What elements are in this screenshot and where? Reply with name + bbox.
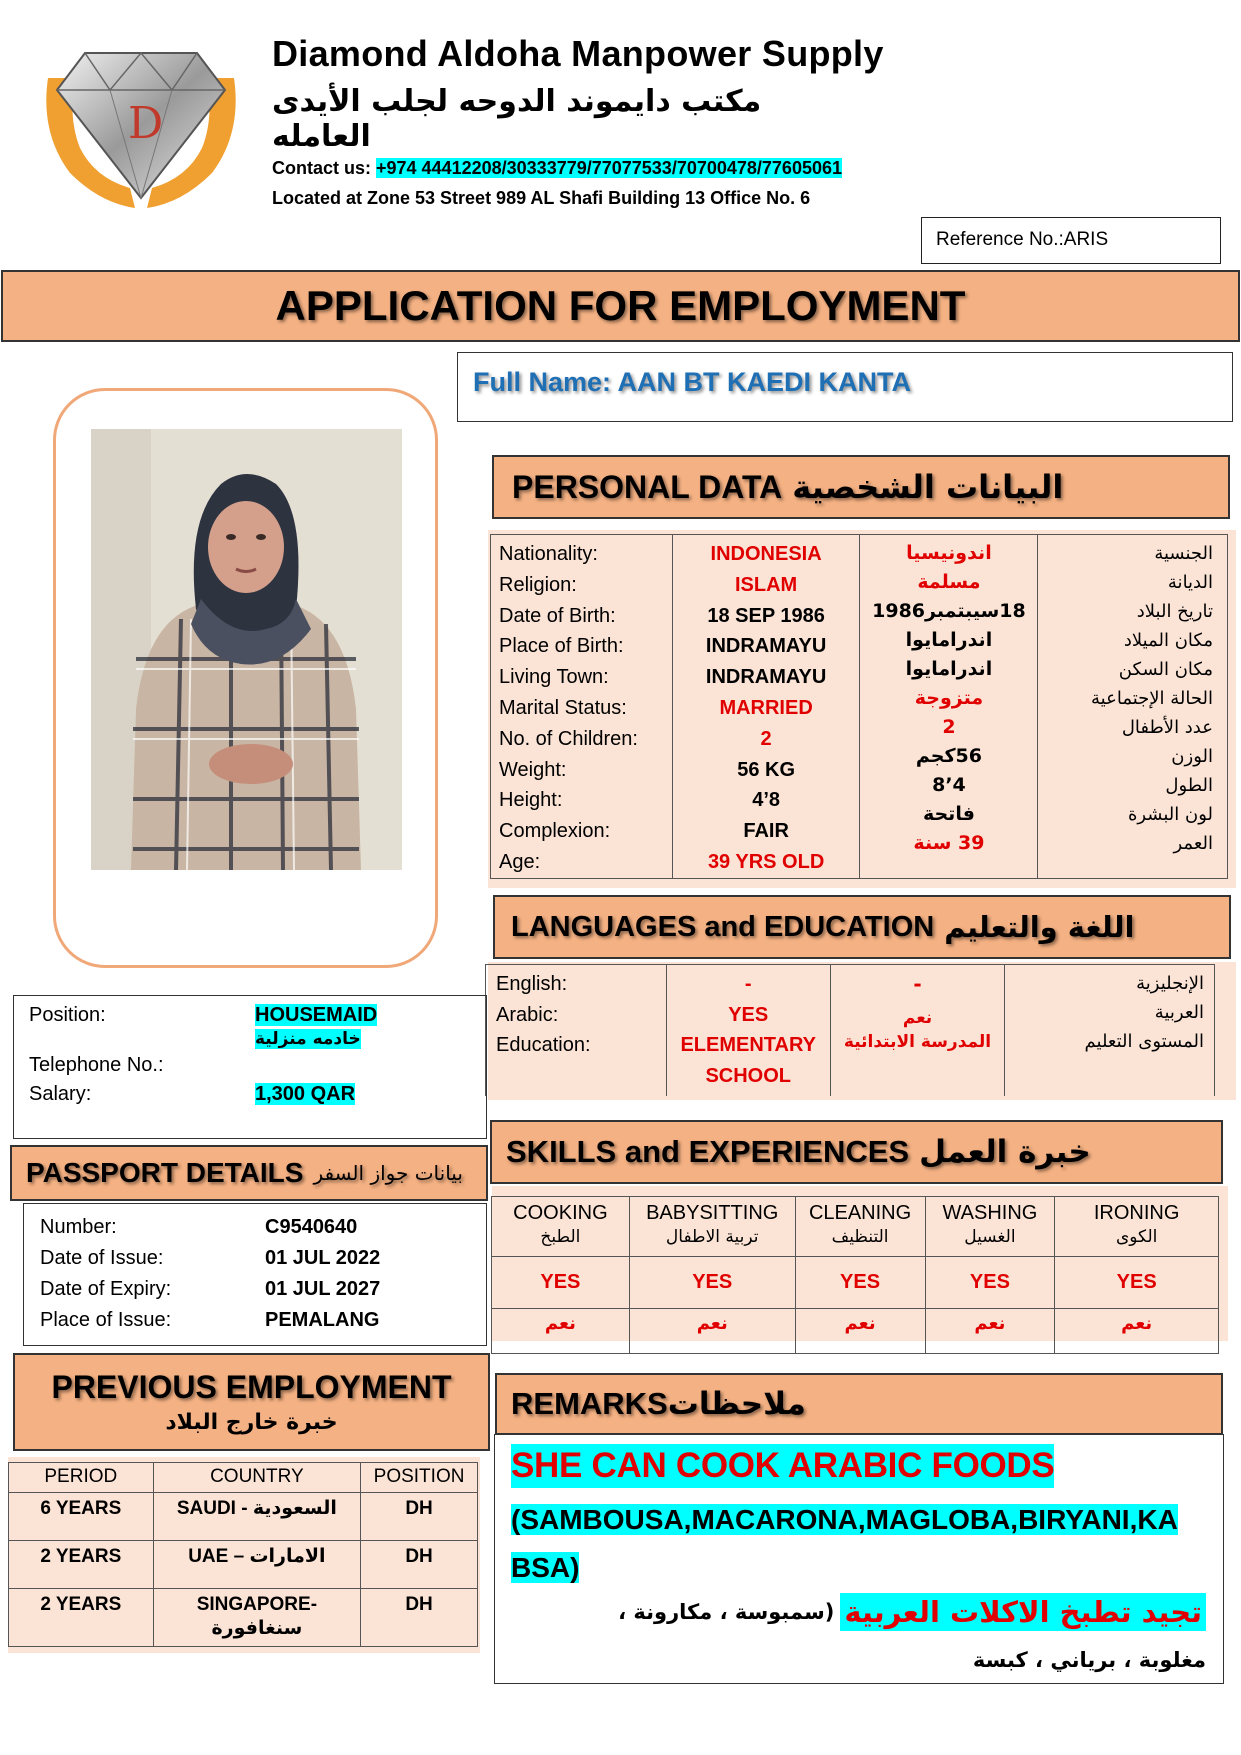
lang-label: Education: [496,1034,591,1056]
skills-heading-ar: خبرة العمل [919,1134,1091,1170]
passport-row [40,1305,470,1336]
pd-value-ar: 4’8 [932,774,966,796]
remarks-arabic-foods: (سمبوسة ، مكارونة ، [618,1600,835,1624]
table-row [9,1493,478,1541]
period-cell: 2 YEARS [9,1589,154,1647]
passport-label: Place of Issue: [40,1309,172,1331]
remarks-line-2 [511,1496,1191,1592]
column-header: POSITION [361,1463,478,1493]
company-logo [30,38,252,213]
position-value-en: HOUSEMAID [255,1004,378,1026]
lang-label: Arabic: [496,1003,559,1026]
skill-name: COOKING [513,1202,608,1224]
salary-label: Salary: [29,1083,92,1105]
pd-values-ar [860,535,1038,879]
remarks-foods-part1: (SAMBOUSA,MACARONA,MAGLOBA,BIRYANI,KA [511,1504,1178,1535]
skill-cleaning [795,1197,925,1257]
skill-babysitting [629,1197,795,1257]
skill-value: YES [492,1257,630,1309]
pd-label-ar: الحالة الإجتماعية [1091,688,1213,709]
column-header: COUNTRY [153,1463,361,1493]
remarks-foods-part2: BSA) [511,1552,580,1583]
skill-value-ar: نعم [795,1309,925,1354]
pd-value-ar: اندرامايوا [905,658,993,680]
skill-value-ar: نعم [1055,1309,1219,1354]
lang-value-ar: نعم [902,1007,933,1028]
telephone-label: Telephone No.: [29,1054,164,1076]
reference-number: Reference No.:ARIS [921,217,1221,264]
pd-label: Religion: [499,573,577,596]
remarks-heading [495,1373,1223,1435]
personal-data-table [490,534,1228,879]
table-row [9,1589,478,1647]
pd-value-ar: اندرامايوا [905,629,993,651]
remarks-arabic-line-1 [618,1593,1206,1631]
pd-values [672,535,860,879]
pd-label-ar: الجنسية [1154,543,1213,564]
position-box [13,995,487,1139]
svg-text:D: D [128,98,164,149]
position-cell: DH [361,1541,478,1589]
skills-yes-ar-row [492,1309,1219,1354]
pd-value-marital-status: MARRIED [719,696,813,719]
skill-value: YES [629,1257,795,1309]
pd-value-ar: 2 [942,716,956,738]
position-row [29,1004,471,1050]
lang-label-ar: العربية [1154,1002,1204,1023]
lang-value-ar: المدرسة الابتدائية [843,1031,992,1052]
previous-employment-heading-ar: خبرة خارج البلاد [165,1410,338,1435]
skill-ironing [1055,1197,1219,1257]
table-row [9,1541,478,1589]
pd-value-ar: متزوجة [914,687,984,709]
period-cell: 6 YEARS [9,1493,154,1541]
pd-label: Age: [499,850,541,873]
skill-name: CLEANING [808,1202,912,1224]
pd-label-ar: تاريخ البلاد [1136,601,1213,622]
skill-value: YES [925,1257,1055,1309]
country-cell: UAE – الامارات [153,1541,361,1589]
remarks-line-1: SHE CAN COOK ARABIC FOODS [511,1444,1054,1488]
passport-number: C9540640 [265,1216,358,1238]
position-value-ar: خادمه منزلية [255,1029,361,1049]
lang-label-ar: الإنجليزية [1136,973,1204,994]
pd-label-ar: العمر [1173,833,1213,854]
office-location: Located at Zone 53 Street 989 AL Shafi Building 13 Office No. 6 [272,188,811,208]
personal-data-heading [492,455,1230,519]
contact-label: Contact us: [272,158,377,178]
table-header-row [9,1463,478,1493]
pd-label: Complexion: [499,820,611,843]
passport-label: Date of Issue: [40,1247,164,1269]
passport-heading-en: PASSPORT DETAILS [26,1157,304,1188]
previous-employment-heading [13,1353,490,1451]
pd-value-ar: 18سيبتمبر1986 [872,600,1026,622]
telephone-row [29,1054,471,1077]
skills-heading-en: SKILLS and EXPERIENCES [506,1134,910,1169]
pd-label-ar: مكان الميلاد [1123,630,1213,651]
pd-labels [491,535,673,879]
passport-place-of-issue: PEMALANG [265,1309,380,1331]
pd-label: Marital Status: [499,696,627,719]
position-cell: DH [361,1589,478,1647]
remarks-arabic-line-2: مغلوبة ، برياني ، كبسة [972,1648,1206,1672]
previous-employment-table [8,1462,478,1647]
skills-heading [490,1120,1223,1184]
skill-name: BABYSITTING [646,1202,779,1224]
pd-label: No. of Children: [499,727,638,750]
passport-expiry-date: 01 JUL 2027 [265,1278,381,1300]
skill-name-ar: التنظيف [831,1227,889,1247]
pd-label: Nationality: [499,543,598,565]
pd-value-living-town: INDRAMAYU [705,666,827,689]
applicant-photo [91,429,402,870]
pd-label: Date of Birth: [499,604,616,627]
lang-label: English: [496,973,568,995]
previous-employment-heading-en: PREVIOUS EMPLOYMENT [51,1369,452,1405]
pd-value-complexion: FAIR [743,820,789,843]
remarks-heading-ar: ملاحظات [667,1386,806,1422]
lang-labels [486,965,667,1097]
pd-value-weight: 56 KG [737,758,796,781]
pd-value-age: 39 YRS OLD [707,850,825,873]
skill-value: YES [1055,1257,1219,1309]
pd-value-ar: فاتحة [922,803,975,825]
contact-phones: +974 44412208/30333779/77077533/70700478/77605061 [376,158,842,178]
passport-issue-date: 01 JUL 2022 [265,1247,381,1269]
pd-label-ar: عدد الأطفال [1121,717,1213,738]
skill-washing [925,1197,1055,1257]
languages-table [485,964,1215,1096]
pd-value-dob: 18 SEP 1986 [707,604,825,627]
pd-label: Height: [499,789,563,812]
passport-heading-ar: بيانات جواز السفر [313,1161,463,1185]
pd-label-ar: مكان السكن [1118,659,1213,680]
skill-value-ar: نعم [925,1309,1055,1354]
skills-table [491,1196,1219,1354]
pd-value-religion: ISLAM [735,573,798,596]
pd-value-ar: 39 سنة [913,832,985,854]
pd-value-place-of-birth: INDRAMAYU [705,635,827,658]
lang-labels-ar [1005,965,1215,1097]
lang-value-arabic: YES [728,1003,769,1026]
lang-values [666,965,830,1097]
skills-yes-row [492,1257,1219,1309]
company-name-arabic: مكتب دايموند الدوحه لجلب الأيدى العامله [272,84,762,154]
remarks-heading-en: REMARKS [511,1386,668,1421]
period-cell: 2 YEARS [9,1541,154,1589]
skill-name-ar: الغسيل [964,1227,1016,1247]
lang-value-education: ELEMENTARY SCHOOL [680,1034,816,1087]
languages-heading-ar: اللغة والتعليم [944,910,1135,944]
pd-label-ar: الديانة [1167,572,1213,593]
pd-label: Living Town: [499,666,609,689]
pd-value-ar: مسلمة [917,571,981,593]
full-name: Full Name: AAN BT KAEDI KANTA [457,352,1233,422]
languages-heading-en: LANGUAGES and EDUCATION [511,910,935,943]
pd-label-ar: لون البشرة [1127,804,1213,825]
lang-label-ar: المستوى التعليم [1084,1031,1204,1052]
pd-value-children: 2 [760,727,772,750]
pd-value-nationality: INDONESIA [710,543,822,565]
languages-heading [493,895,1231,959]
passport-label: Number: [40,1216,117,1238]
skill-name-ar: الطبخ [540,1227,581,1247]
lang-value-english: - [744,973,752,995]
pd-value-ar: اندونيسيا [906,542,992,564]
pd-label-ar: الوزن [1171,746,1213,767]
pd-labels-ar [1038,535,1228,879]
pd-value-height: 4’8 [752,789,781,812]
country-cell: SINGAPORE- سنغافورة [153,1589,361,1647]
skill-name-ar: تربية الاطفال [665,1227,759,1247]
pd-label-ar: الطول [1165,775,1213,796]
country-cell: SAUDI - السعودية [153,1493,361,1541]
skill-name: WASHING [942,1202,1038,1224]
skill-name-ar: الكوى [1115,1227,1158,1247]
passport-box [23,1203,487,1346]
lang-value-ar: - [913,972,922,996]
salary-value: 1,300 QAR [255,1083,356,1105]
passport-row [40,1274,470,1305]
passport-row [40,1243,470,1274]
position-value [255,1004,377,1050]
passport-heading [10,1145,488,1201]
personal-data-heading-ar: البيانات الشخصية [792,468,1064,506]
passport-row [40,1212,470,1243]
position-label: Position: [29,1004,106,1026]
remarks-arabic-highlight: تجيد تطبخ الاكلات العربية [840,1593,1206,1631]
pd-value-ar: 56كجم [915,745,982,767]
contact-line [272,158,842,179]
company-name: Diamond Aldoha Manpower Supply [272,33,884,74]
position-cell: DH [361,1493,478,1541]
page-title: APPLICATION FOR EMPLOYMENT [1,270,1240,342]
skill-name: IRONING [1093,1202,1180,1224]
personal-data-heading-en: PERSONAL DATA [512,468,783,505]
pd-label: Place of Birth: [499,635,624,658]
diamond-hands-logo-icon [30,38,252,213]
column-header: PERIOD [9,1463,154,1493]
passport-label: Date of Expiry: [40,1278,172,1300]
salary-row [29,1083,471,1106]
skill-cooking [492,1197,630,1257]
skill-value-ar: نعم [629,1309,795,1354]
skill-value: YES [795,1257,925,1309]
person-photo-icon [91,429,402,870]
skill-value-ar: نعم [492,1309,630,1354]
pd-label: Weight: [499,758,567,781]
lang-values-ar [830,965,1005,1097]
skills-header-row [492,1197,1219,1257]
